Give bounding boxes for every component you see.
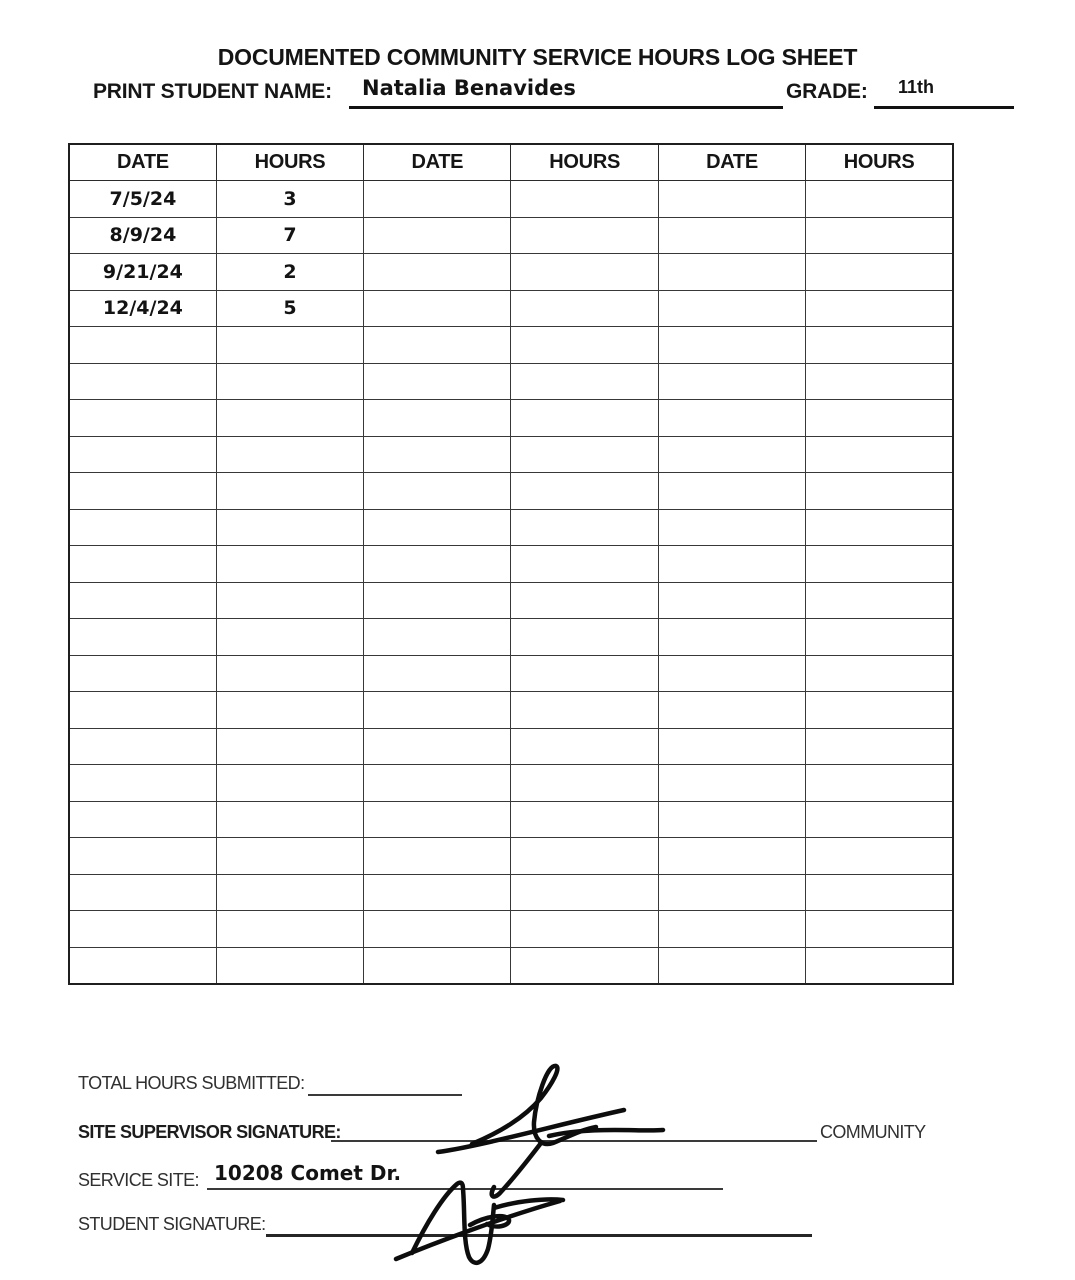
cell-date-3 — [658, 874, 805, 911]
cell-hours-1 — [216, 947, 363, 984]
student-name-label: PRINT STUDENT NAME: — [93, 80, 332, 103]
table-row — [69, 436, 953, 473]
table-header-row — [69, 144, 953, 181]
table-row — [69, 619, 953, 656]
table-row — [69, 582, 953, 619]
cell-hours-1 — [216, 509, 363, 546]
cell-hours-2 — [511, 655, 658, 692]
cell-date-2 — [364, 874, 511, 911]
table-row — [69, 874, 953, 911]
cell-hours-3 — [806, 692, 953, 729]
cell-hours-1 — [216, 911, 363, 948]
cell-date-3 — [658, 181, 805, 218]
cell-hours-2 — [511, 728, 658, 765]
cell-date-2 — [364, 363, 511, 400]
cell-date-2 — [364, 619, 511, 656]
cell-hours-3 — [806, 911, 953, 948]
header-date-2: DATE — [364, 144, 511, 181]
cell-hours-3 — [806, 546, 953, 583]
cell-hours-2 — [511, 765, 658, 802]
cell-hours-1 — [216, 546, 363, 583]
table-row — [69, 327, 953, 364]
log-table-body — [69, 181, 953, 985]
cell-hours-2 — [511, 874, 658, 911]
cell-date-1: 8/9/24 — [69, 217, 216, 254]
page-title: DOCUMENTED COMMUNITY SERVICE HOURS LOG SHEET — [217, 44, 858, 70]
cell-hours-2 — [511, 363, 658, 400]
cell-date-1 — [69, 911, 216, 948]
cell-date-1 — [69, 692, 216, 729]
table-row — [69, 838, 953, 875]
table-row — [69, 509, 953, 546]
cell-date-2 — [364, 400, 511, 437]
service-site-label: SERVICE SITE: — [78, 1170, 199, 1190]
table-row — [69, 217, 953, 254]
cell-hours-2 — [511, 801, 658, 838]
cell-hours-3 — [806, 327, 953, 364]
cell-date-2 — [364, 911, 511, 948]
cell-date-3 — [658, 254, 805, 291]
student-signature-label: STUDENT SIGNATURE: — [78, 1214, 266, 1234]
cell-hours-2 — [511, 473, 658, 510]
cell-hours-3 — [806, 436, 953, 473]
cell-hours-1 — [216, 473, 363, 510]
cell-hours-3 — [806, 509, 953, 546]
cell-date-3 — [658, 801, 805, 838]
cell-date-3 — [658, 765, 805, 802]
cell-hours-1: 5 — [216, 290, 363, 327]
cell-hours-1 — [216, 436, 363, 473]
cell-hours-1 — [216, 400, 363, 437]
cell-date-1: 7/5/24 — [69, 181, 216, 218]
service-site-value: 10208 Comet Dr. — [214, 1161, 402, 1185]
cell-hours-3 — [806, 728, 953, 765]
cell-date-1 — [69, 436, 216, 473]
cell-date-1 — [69, 400, 216, 437]
header-hours-2: HOURS — [511, 144, 658, 181]
cell-date-2 — [364, 181, 511, 218]
cell-hours-2 — [511, 509, 658, 546]
cell-hours-3 — [806, 801, 953, 838]
header-hours-1: HOURS — [216, 144, 363, 181]
cell-hours-2 — [511, 327, 658, 364]
cell-date-2 — [364, 290, 511, 327]
cell-date-1 — [69, 619, 216, 656]
cell-date-1 — [69, 509, 216, 546]
cell-hours-1 — [216, 363, 363, 400]
student-signature-line — [266, 1210, 812, 1237]
table-row — [69, 765, 953, 802]
cell-date-1 — [69, 473, 216, 510]
table-row — [69, 911, 953, 948]
cell-date-3 — [658, 619, 805, 656]
cell-hours-3 — [806, 655, 953, 692]
cell-hours-2 — [511, 400, 658, 437]
cell-date-2 — [364, 473, 511, 510]
service-hours-table — [68, 143, 954, 985]
cell-date-3 — [658, 400, 805, 437]
cell-hours-2 — [511, 546, 658, 583]
cell-hours-3 — [806, 363, 953, 400]
cell-hours-1: 7 — [216, 217, 363, 254]
header-hours-3: HOURS — [806, 144, 953, 181]
table-row — [69, 692, 953, 729]
supervisor-signature-line — [331, 1116, 817, 1142]
cell-date-1 — [69, 546, 216, 583]
cell-hours-3 — [806, 473, 953, 510]
cell-hours-3 — [806, 400, 953, 437]
cell-date-1 — [69, 363, 216, 400]
table-row — [69, 400, 953, 437]
cell-date-3 — [658, 728, 805, 765]
cell-hours-2 — [511, 947, 658, 984]
header-date-3: DATE — [658, 144, 805, 181]
cell-date-2 — [364, 838, 511, 875]
cell-date-2 — [364, 765, 511, 802]
cell-hours-1 — [216, 582, 363, 619]
cell-date-3 — [658, 290, 805, 327]
table-row — [69, 546, 953, 583]
cell-date-2 — [364, 254, 511, 291]
cell-date-3 — [658, 509, 805, 546]
cell-date-1 — [69, 655, 216, 692]
cell-date-3 — [658, 327, 805, 364]
cell-hours-2 — [511, 290, 658, 327]
cell-date-1 — [69, 765, 216, 802]
table-row — [69, 363, 953, 400]
cell-date-3 — [658, 546, 805, 583]
cell-hours-1 — [216, 619, 363, 656]
cell-date-1 — [69, 728, 216, 765]
cell-hours-3 — [806, 947, 953, 984]
cell-hours-1 — [216, 838, 363, 875]
cell-hours-3 — [806, 181, 953, 218]
cell-date-1 — [69, 327, 216, 364]
cell-hours-3 — [806, 217, 953, 254]
cell-date-1: 12/4/24 — [69, 290, 216, 327]
cell-hours-1 — [216, 765, 363, 802]
cell-hours-3 — [806, 765, 953, 802]
cell-date-1 — [69, 838, 216, 875]
cell-date-3 — [658, 692, 805, 729]
total-hours-label: TOTAL HOURS SUBMITTED: — [78, 1073, 305, 1093]
cell-hours-2 — [511, 436, 658, 473]
cell-hours-1: 3 — [216, 181, 363, 218]
supervisor-signature-label: SITE SUPERVISOR SIGNATURE: — [78, 1122, 341, 1142]
cell-hours-3 — [806, 582, 953, 619]
cell-hours-1 — [216, 327, 363, 364]
cell-hours-1 — [216, 655, 363, 692]
cell-hours-1: 2 — [216, 254, 363, 291]
cell-hours-1 — [216, 692, 363, 729]
cell-date-3 — [658, 217, 805, 254]
cell-hours-2 — [511, 582, 658, 619]
header-date-1: DATE — [69, 144, 216, 181]
table-row — [69, 254, 953, 291]
cell-date-3 — [658, 473, 805, 510]
table-row — [69, 801, 953, 838]
cell-hours-2 — [511, 217, 658, 254]
cell-date-2 — [364, 509, 511, 546]
cell-date-3 — [658, 911, 805, 948]
table-row — [69, 728, 953, 765]
cell-date-1 — [69, 582, 216, 619]
cell-hours-2 — [511, 181, 658, 218]
cell-hours-2 — [511, 838, 658, 875]
cell-hours-1 — [216, 801, 363, 838]
cell-date-1 — [69, 801, 216, 838]
table-row — [69, 473, 953, 510]
cell-date-3 — [658, 436, 805, 473]
cell-hours-3 — [806, 619, 953, 656]
student-name-value: Natalia Benavides — [362, 76, 576, 100]
grade-value: 11th — [898, 77, 935, 97]
cell-date-2 — [364, 947, 511, 984]
cell-hours-1 — [216, 874, 363, 911]
cell-hours-3 — [806, 838, 953, 875]
cell-date-1 — [69, 874, 216, 911]
cell-hours-2 — [511, 911, 658, 948]
cell-date-2 — [364, 728, 511, 765]
cell-date-2 — [364, 217, 511, 254]
cell-hours-3 — [806, 254, 953, 291]
cell-date-3 — [658, 582, 805, 619]
cell-date-2 — [364, 327, 511, 364]
cell-date-3 — [658, 838, 805, 875]
cell-date-1 — [69, 947, 216, 984]
cell-date-2 — [364, 436, 511, 473]
cell-date-2 — [364, 546, 511, 583]
cell-hours-1 — [216, 728, 363, 765]
cell-hours-3 — [806, 290, 953, 327]
table-row — [69, 290, 953, 327]
community-label: COMMUNITY — [820, 1122, 926, 1142]
cell-hours-2 — [511, 619, 658, 656]
cell-date-2 — [364, 801, 511, 838]
cell-date-3 — [658, 655, 805, 692]
cell-date-2 — [364, 655, 511, 692]
cell-date-2 — [364, 582, 511, 619]
cell-hours-3 — [806, 874, 953, 911]
table-row — [69, 947, 953, 984]
cell-date-3 — [658, 363, 805, 400]
total-hours-line — [308, 1070, 462, 1096]
grade-line — [874, 64, 1014, 109]
cell-hours-2 — [511, 692, 658, 729]
cell-date-2 — [364, 692, 511, 729]
cell-date-1: 9/21/24 — [69, 254, 216, 291]
cell-hours-2 — [511, 254, 658, 291]
cell-date-3 — [658, 947, 805, 984]
table-row — [69, 655, 953, 692]
grade-label: GRADE: — [786, 80, 868, 103]
table-row — [69, 181, 953, 218]
